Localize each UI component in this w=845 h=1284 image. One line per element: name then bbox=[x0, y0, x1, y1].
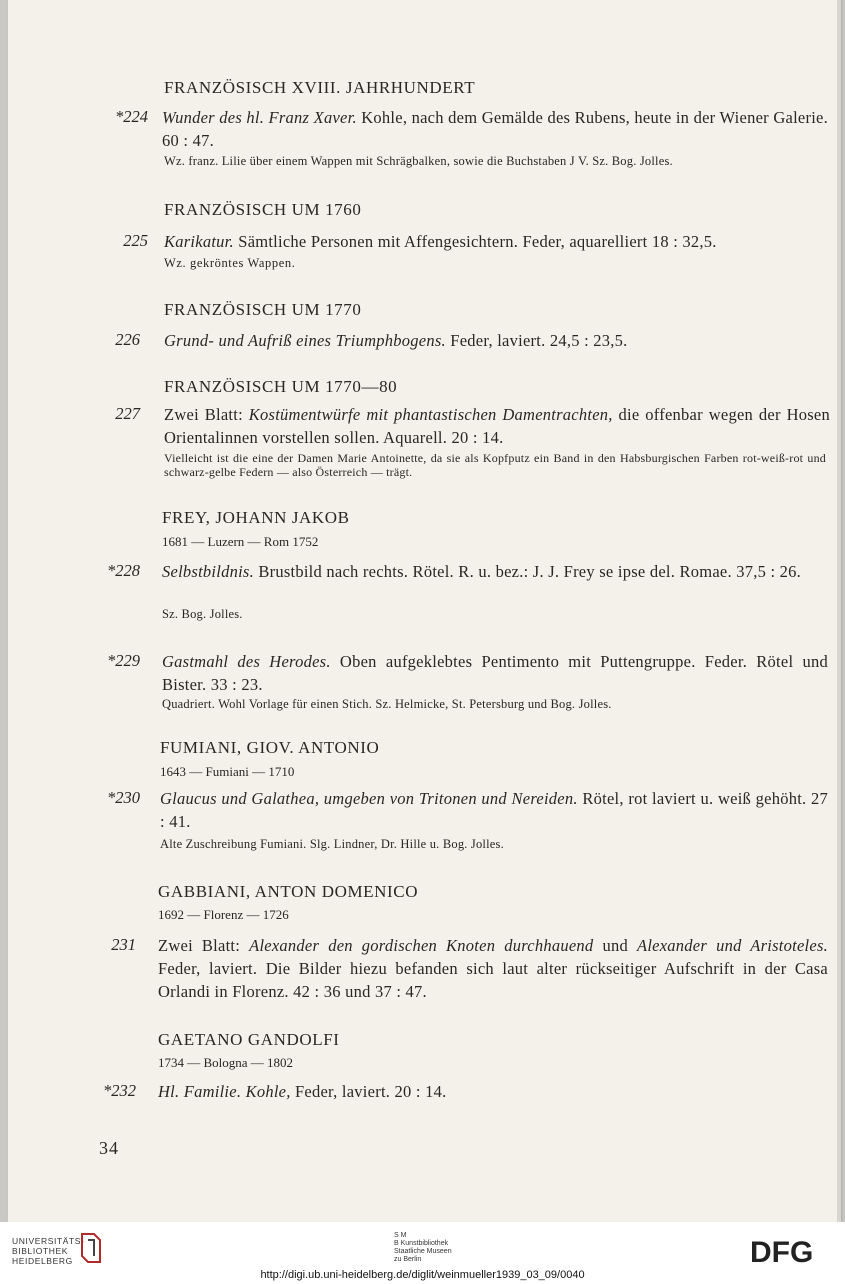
entry-number: *230 bbox=[107, 788, 140, 807]
logo-line: zu Berlin bbox=[394, 1256, 422, 1263]
dfg-logo-icon bbox=[750, 1236, 832, 1266]
page-number: 34 bbox=[99, 1138, 119, 1158]
entry-description: Feder, laviert. 20 : 14. bbox=[290, 1082, 447, 1101]
entry-number: 231 bbox=[111, 935, 136, 954]
entry-text bbox=[162, 106, 828, 152]
entry-note: Wz. gekröntes Wappen. bbox=[164, 256, 296, 270]
entry-text bbox=[158, 934, 828, 1003]
entry-note: Quadriert. Wohl Vorlage für einen Stich. Sz. Helmicke, St. Petersburg und Bog. Jolles. bbox=[162, 697, 612, 711]
entry-number: 225 bbox=[123, 231, 148, 250]
logo-line: S M bbox=[394, 1232, 407, 1239]
entry-text bbox=[162, 650, 828, 696]
entry-description: Zwei Blatt: bbox=[158, 936, 250, 955]
kunstbibliothek-logo-text bbox=[394, 1232, 452, 1264]
university-library-logo-text bbox=[12, 1236, 85, 1266]
entry-description: Kohle, nach dem Gemälde des Rubens, heute in der Wiener Galerie. 60 : 47. bbox=[162, 108, 828, 150]
entry-description: die offenbar wegen der Hosen Orientalinnen vorstellen sollen. Aquarell. 20 : 14. bbox=[164, 405, 830, 447]
section-heading: FUMIANI, GIOV. ANTONIO bbox=[160, 738, 380, 757]
entry-number: *232 bbox=[103, 1081, 136, 1100]
document-page bbox=[8, 0, 841, 1222]
permalink-url[interactable]: http://digi.ub.uni-heidelberg.de/diglit/weinmueller1939_03_09/0040 bbox=[260, 1269, 585, 1281]
entry-description: Sämtliche Personen mit Affengesichtern. Feder, aquarelliert 18 : 32,5. bbox=[233, 232, 717, 251]
entry-title: Kostümentwürfe mit phantastischen Damentrachten, bbox=[248, 405, 613, 424]
entry-text bbox=[160, 787, 828, 833]
artist-life-dates: 1692 — Florenz — 1726 bbox=[158, 907, 289, 922]
entry-title: Selbstbildnis. bbox=[162, 562, 254, 581]
logo-line: Staatliche Museen bbox=[394, 1248, 452, 1255]
entry-note: Alte Zuschreibung Fumiani. Slg. Lindner, Dr. Hille u. Bog. Jolles. bbox=[160, 837, 504, 851]
entry-description: Feder, laviert. Die Bilder hiezu befanden sich laut alter rückseitiger Aufschrift in der Casa Orlandi in Florenz. 42 : 36 und 37 : 47. bbox=[158, 959, 828, 1001]
section-heading: FRANZÖSISCH XVIII. JAHRHUNDERT bbox=[164, 78, 476, 97]
entry-description: Oben aufgeklebtes Pentimento mit Puttengruppe. Feder. Rötel und Bister. 33 : 23. bbox=[162, 652, 828, 694]
entry-text bbox=[164, 329, 830, 352]
section-heading: FRANZÖSISCH UM 1770 bbox=[164, 300, 362, 319]
logo-line: B Kunstbibliothek bbox=[394, 1240, 449, 1247]
entry-number: *224 bbox=[115, 107, 148, 126]
artist-life-dates: 1734 — Bologna — 1802 bbox=[158, 1055, 294, 1070]
entry-title: Alexander den gordischen Knoten durchhauend bbox=[249, 936, 594, 955]
entry-note: Wz. franz. Lilie über einem Wappen mit Schrägbalken, sowie die Buchstaben J V. Sz. Bog. Jolles. bbox=[164, 154, 673, 168]
logo-line: UNIVERSITÄTS- bbox=[12, 1236, 85, 1246]
entry-title: Glaucus und Galathea, umgeben von Tritonen und Nereiden. bbox=[160, 789, 578, 808]
entry-text bbox=[158, 1080, 828, 1103]
entry-title: Alexander und Aristoteles. bbox=[636, 936, 828, 955]
entry-text bbox=[164, 403, 830, 449]
entry-title: Grund- und Aufriß eines Triumphbogens. bbox=[164, 331, 446, 350]
entry-number: *228 bbox=[107, 561, 140, 580]
entry-description: Zwei Blatt: bbox=[164, 405, 249, 424]
artist-life-dates: 1681 — Luzern — Rom 1752 bbox=[162, 534, 319, 549]
entry-title: Wunder des hl. Franz Xaver. bbox=[162, 108, 357, 127]
section-heading: FREY, JOHANN JAKOB bbox=[162, 508, 350, 527]
dfg-logo-text: DFG bbox=[750, 1236, 814, 1266]
entry-description: und bbox=[593, 936, 637, 955]
entry-text bbox=[162, 560, 828, 583]
logo-line: BIBLIOTHEK bbox=[12, 1246, 69, 1256]
entry-number: 227 bbox=[115, 404, 140, 423]
entry-number: 226 bbox=[115, 330, 140, 349]
entry-description: Brustbild nach rechts. Rötel. R. u. bez.: J. J. Frey se ipse del. Romae. 37,5 : 26. bbox=[253, 562, 802, 581]
logo-line: HEIDELBERG bbox=[12, 1256, 73, 1266]
entry-title: Hl. Familie. Kohle, bbox=[158, 1082, 291, 1101]
university-emblem-icon bbox=[80, 1230, 102, 1264]
section-heading: FRANZÖSISCH UM 1770—80 bbox=[164, 377, 398, 396]
artist-life-dates: 1643 — Fumiani — 1710 bbox=[160, 764, 295, 779]
page-edge bbox=[837, 0, 841, 1222]
section-heading: GABBIANI, ANTON DOMENICO bbox=[158, 882, 419, 901]
entry-title: Karikatur. bbox=[164, 232, 234, 251]
entry-description: Rötel, rot laviert u. weiß gehöht. 27 : 41. bbox=[160, 789, 829, 831]
entry-text bbox=[164, 230, 830, 253]
section-heading: GAETANO GANDOLFI bbox=[158, 1030, 340, 1049]
entry-title: Gastmahl des Herodes. bbox=[162, 652, 331, 671]
entry-number: *229 bbox=[107, 651, 140, 670]
section-heading: FRANZÖSISCH UM 1760 bbox=[164, 200, 362, 219]
entry-note: Vielleicht ist die eine der Damen Marie Antoinette, da sie als Kopfputz ein Band in den Habsburgischen Farben rot-weiß-rot und schwarz-gelbe Federn — also Österreich — trägt. bbox=[164, 451, 826, 479]
entry-note: Sz. Bog. Jolles. bbox=[162, 607, 243, 621]
entry-description: Feder, laviert. 24,5 : 23,5. bbox=[445, 331, 628, 350]
